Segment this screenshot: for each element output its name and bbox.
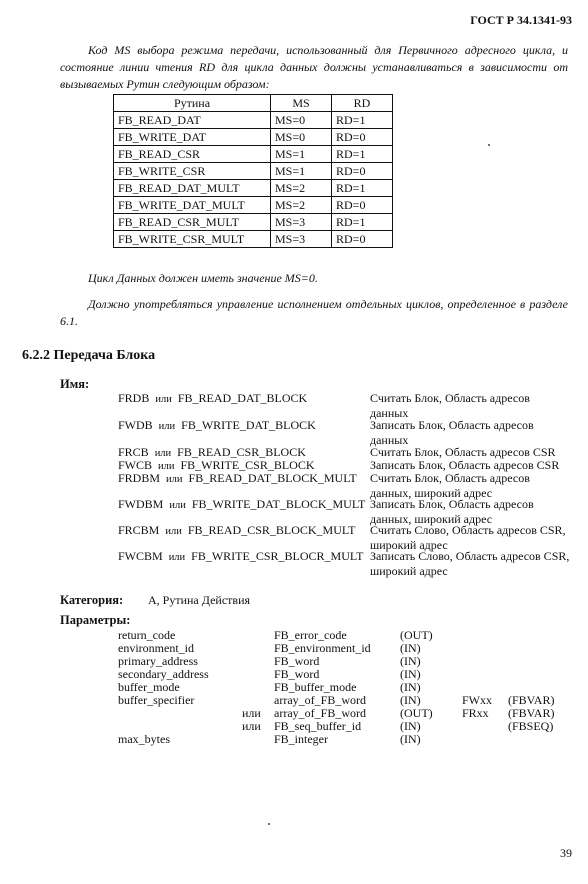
column-header: MS: [271, 95, 332, 112]
table-header-row: [114, 95, 393, 112]
name-long: FB_READ_DAT_BLOCK_MULT: [188, 471, 357, 485]
names-label: Имя:: [60, 377, 90, 391]
table-cell: MS=0: [271, 112, 332, 129]
table-cell: RD=0: [332, 129, 393, 146]
table-cell: FB_WRITE_DAT_MULT: [114, 197, 271, 214]
name-short: FRDBM: [118, 471, 161, 485]
table-row: [114, 197, 393, 214]
page-header: ГОСТ Р 34.1341-93: [470, 13, 572, 27]
table-row: [114, 112, 393, 129]
param-type: FB_word: [274, 667, 320, 681]
table-cell: MS=3: [271, 231, 332, 248]
name-or: или: [158, 461, 175, 472]
name-short: FWDBM: [118, 497, 164, 511]
name-long: FB_WRITE_CSR_BLOCR_MULT: [191, 549, 364, 563]
category-label: Категория:: [60, 593, 124, 607]
table-cell: RD=1: [332, 112, 393, 129]
param-type: array_of_FB_word: [274, 693, 366, 707]
table-cell: MS=3: [271, 214, 332, 231]
param-direction: (IN): [400, 667, 421, 681]
name-or: или: [158, 421, 176, 432]
name-or: или: [154, 448, 172, 459]
name-or: или: [155, 394, 172, 405]
name-description: Записать Слово, Область адресов CSR, широкий адрес: [370, 549, 570, 578]
table-row: [114, 214, 393, 231]
note-cycle-control: Должно употребляться управление исполнением отдельных циклов, определенное в разделе 6.1.: [60, 297, 568, 328]
param-direction: (IN): [400, 654, 421, 668]
table-cell: RD=1: [332, 146, 393, 163]
name-or: или: [165, 526, 182, 537]
name-description: Считать Блок, Область адресов данных, широкий адрес: [370, 471, 530, 500]
table-cell: FB_WRITE_CSR_MULT: [114, 231, 271, 248]
name-or: или: [169, 500, 186, 511]
scan-speck: [268, 823, 270, 825]
table-row: [114, 231, 393, 248]
name-long: FB_READ_CSR_BLOCK: [177, 445, 306, 459]
param-code: FRxx: [462, 706, 489, 720]
table-cell: FB_READ_DAT_MULT: [114, 180, 271, 197]
name-short: FRCB: [118, 445, 149, 459]
table-row: [114, 129, 393, 146]
table-cell: FB_READ_CSR_MULT: [114, 214, 271, 231]
param-type: FB_integer: [274, 732, 328, 746]
param-ref: (FBVAR): [508, 706, 555, 720]
page-number: 39: [560, 846, 572, 860]
name-long: FB_WRITE_DAT_BLOCK_MULT: [191, 497, 366, 511]
table-cell: MS=2: [271, 197, 332, 214]
name-description: Записать Блок, Область адресов данных: [370, 418, 534, 447]
table-cell: MS=1: [271, 163, 332, 180]
param-type: FB_buffer_mode: [274, 680, 357, 694]
param-direction: (OUT): [400, 628, 433, 642]
name-description: Записать Блок, Область адресов данных, широкий адрес: [370, 497, 534, 526]
name-short: FWCB: [118, 458, 153, 472]
table-row: [114, 180, 393, 197]
name-short: FRCBM: [118, 523, 160, 537]
name-long: FB_READ_CSR_BLOCK_MULT: [187, 523, 356, 537]
param-name: secondary_address: [118, 667, 209, 681]
category-value: А, Рутина Действия: [148, 593, 251, 607]
param-ref: (FBSEQ): [508, 719, 554, 733]
name-short: FWCBM: [118, 549, 163, 563]
param-direction: (IN): [400, 719, 421, 733]
table-cell: MS=1: [271, 146, 332, 163]
param-or: или: [242, 706, 261, 720]
params-label: Параметры:: [60, 613, 131, 627]
name-description: Записать Блок, Область адресов CSR: [370, 458, 560, 472]
table-cell: FB_WRITE_CSR: [114, 163, 271, 180]
param-direction: (IN): [400, 680, 421, 694]
param-name: buffer_mode: [118, 680, 180, 694]
name-description: Считать Блок, Область адресов данных: [370, 391, 530, 420]
param-type: FB_word: [274, 654, 320, 668]
column-header: Рутина: [114, 95, 271, 112]
table-cell: MS=0: [271, 129, 332, 146]
column-header: RD: [332, 95, 393, 112]
name-or: или: [166, 474, 183, 485]
table-row: [114, 146, 393, 163]
section-title: 6.2.2 Передача Блока: [22, 348, 156, 363]
param-name: return_code: [118, 628, 176, 642]
table-cell: FB_READ_CSR: [114, 146, 271, 163]
param-name: environment_id: [118, 641, 194, 655]
name-description: Считать Блок, Область адресов CSR: [370, 445, 556, 459]
param-direction: (OUT): [400, 706, 433, 720]
table-cell: FB_READ_DAT: [114, 112, 271, 129]
param-code: FWxx: [462, 693, 492, 707]
name-short: FWDB: [118, 418, 153, 432]
table-cell: RD=1: [332, 180, 393, 197]
param-name: buffer_specifier: [118, 693, 195, 707]
table-cell: RD=1: [332, 214, 393, 231]
param-direction: (IN): [400, 732, 421, 746]
param-type: FB_environment_id: [274, 641, 371, 655]
name-or: или: [168, 552, 186, 563]
note-ms-value: Цикл Данных должен иметь значение MS=0.: [88, 271, 318, 285]
name-short: FRDB: [118, 391, 150, 405]
table-cell: RD=0: [332, 163, 393, 180]
scan-speck: [488, 144, 490, 146]
param-name: primary_address: [118, 654, 198, 668]
intro-paragraph: Код MS выбора режима передачи, использованный для Первичного адресного цикла, и состояние линии чтения RD для цикла данных должны устанавливаться в зависимости от вызываемых Рутин следующим образом:: [60, 43, 568, 91]
table-cell: MS=2: [271, 180, 332, 197]
param-direction: (IN): [400, 693, 421, 707]
param-name: max_bytes: [118, 732, 170, 746]
name-long: FB_WRITE_CSR_BLOCK: [180, 458, 315, 472]
table-cell: FB_WRITE_DAT: [114, 129, 271, 146]
name-description: Считать Слово, Область адресов CSR, широкий адрес: [370, 523, 566, 552]
param-type: FB_error_code: [274, 628, 347, 642]
table-cell: RD=0: [332, 197, 393, 214]
param-type: FB_seq_buffer_id: [274, 719, 362, 733]
table-cell: RD=0: [332, 231, 393, 248]
param-direction: (IN): [400, 641, 421, 655]
name-long: FB_READ_DAT_BLOCK: [177, 391, 308, 405]
param-type: array_of_FB_word: [274, 706, 366, 720]
name-long: FB_WRITE_DAT_BLOCK: [181, 418, 316, 432]
param-or: или: [242, 719, 261, 733]
param-ref: (FBVAR): [508, 693, 555, 707]
routine-table: [113, 94, 393, 248]
table-row: [114, 163, 393, 180]
